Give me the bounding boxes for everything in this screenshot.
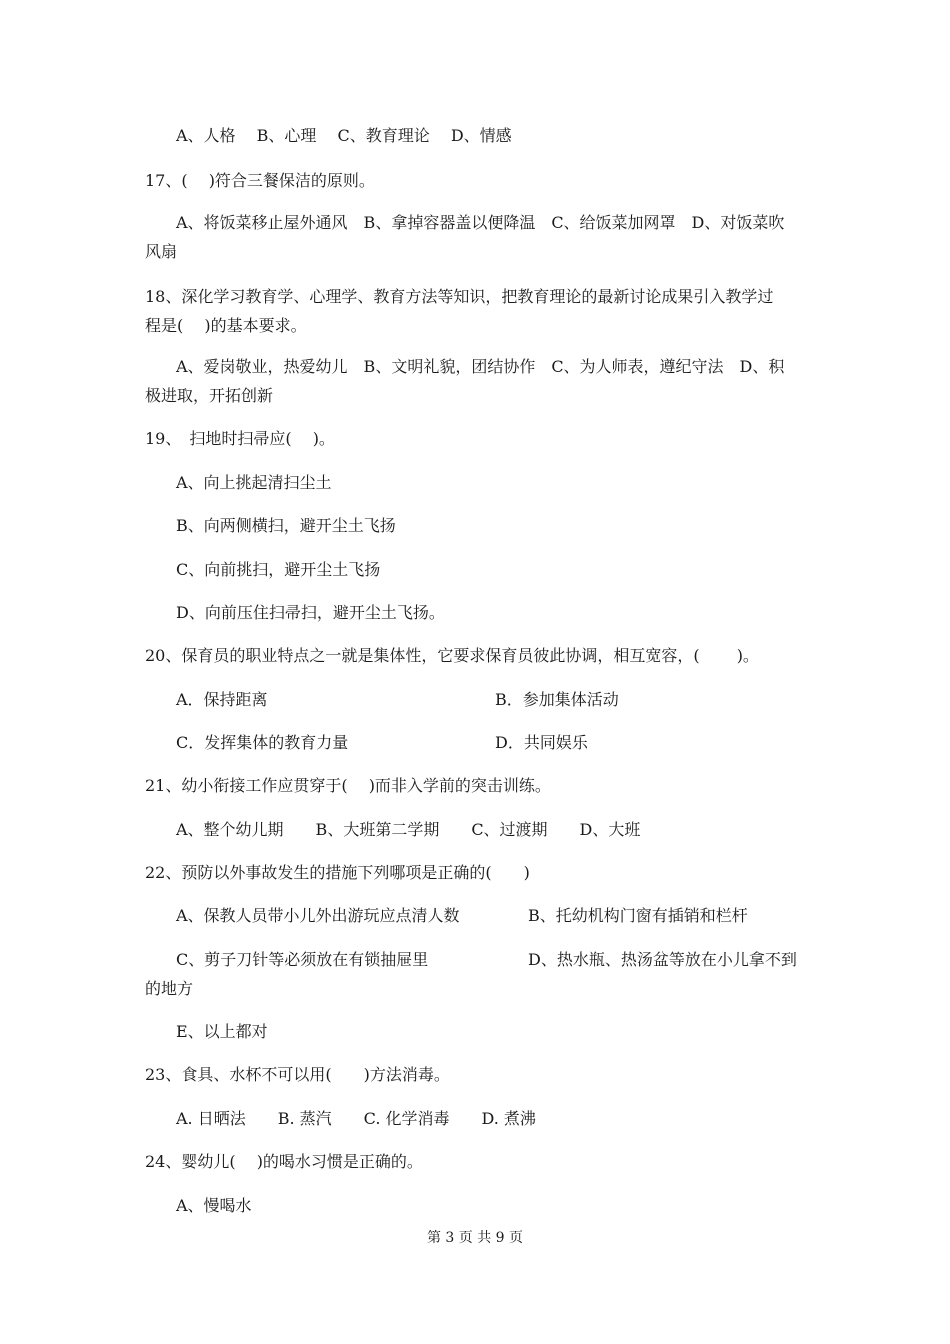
q19-option-b: B、向两侧横扫，避开尘土飞扬 (176, 516, 396, 535)
q22-option-e: E、以上都对 (176, 1022, 268, 1041)
q19-option-a: A、向上挑起清扫尘土 (176, 473, 332, 492)
q19-option-d: D、向前压住扫帚扫，避开尘土飞扬。 (176, 603, 445, 622)
q22-option-a: A、保教人员带小儿外出游玩应点清人数 (176, 906, 460, 925)
q22-options-row2 (176, 950, 810, 970)
q22-stem: 22、预防以外事故发生的措施下列哪项是正确的( ) (145, 863, 530, 882)
q24-stem: 24、婴幼儿( )的喝水习惯是正确的。 (145, 1152, 423, 1171)
q22-options-row1 (176, 906, 810, 926)
q20-options-row2 (176, 733, 810, 753)
q18-stem-line2: 程是( )的基本要求。 (145, 316, 307, 335)
q22-option-c: C、剪子刀针等必须放在有锁抽屉里 (176, 950, 429, 969)
q20-option-d: D．共同娱乐 (495, 733, 588, 752)
q22-option-d-line2: 的地方 (145, 979, 194, 998)
q20-option-b: B．参加集体活动 (495, 690, 619, 709)
q20-option-a: A．保持距离 (176, 690, 268, 709)
page-number-footer: 第 3 页 共 9 页 (426, 1230, 524, 1246)
q17-options-line1: A、将饭菜移止屋外通风 B、拿掉容器盖以便降温 C、给饭菜加网罩 D、对饭菜吹 (176, 213, 785, 232)
q23-stem: 23、食具、水杯不可以用( )方法消毒。 (145, 1065, 450, 1084)
q20-stem: 20、保育员的职业特点之一就是集体性，它要求保育员彼此协调，相互宽容，( )。 (145, 646, 759, 665)
q23-options: A. 日晒法 B. 蒸汽 C. 化学消毒 D. 煮沸 (176, 1109, 536, 1128)
q20-options-row1 (176, 690, 810, 710)
q17-options-line2: 风扇 (145, 242, 178, 261)
q19-stem: 19、 扫地时扫帚应( )。 (145, 429, 335, 448)
q20-option-c: C．发挥集体的教育力量 (176, 733, 349, 752)
q22-option-d: D、热水瓶、热汤盆等放在小儿拿不到 (528, 950, 797, 969)
q24-option-a: A、慢喝水 (176, 1196, 252, 1215)
q18-options-line1: A、爱岗敬业，热爱幼儿 B、文明礼貌，团结协作 C、为人师表，遵纪守法 D、积 (176, 357, 785, 376)
q18-stem-line1: 18、深化学习教育学、心理学、教育方法等知识，把教育理论的最新讨论成果引入教学过 (145, 287, 774, 306)
q19-option-c: C、向前挑扫，避开尘土飞扬 (176, 560, 381, 579)
q17-stem: 17、( )符合三餐保洁的原则。 (145, 171, 375, 190)
q16-options: A、人格 B、心理 C、教育理论 D、情感 (176, 126, 512, 145)
q21-stem: 21、幼小衔接工作应贯穿于( )而非入学前的突击训练。 (145, 776, 551, 795)
q22-option-b: B、托幼机构门窗有插销和栏杆 (528, 906, 748, 925)
q21-options: A、整个幼儿期 B、大班第二学期 C、过渡期 D、大班 (176, 820, 641, 839)
q18-options-line2: 极进取，开拓创新 (145, 386, 274, 405)
